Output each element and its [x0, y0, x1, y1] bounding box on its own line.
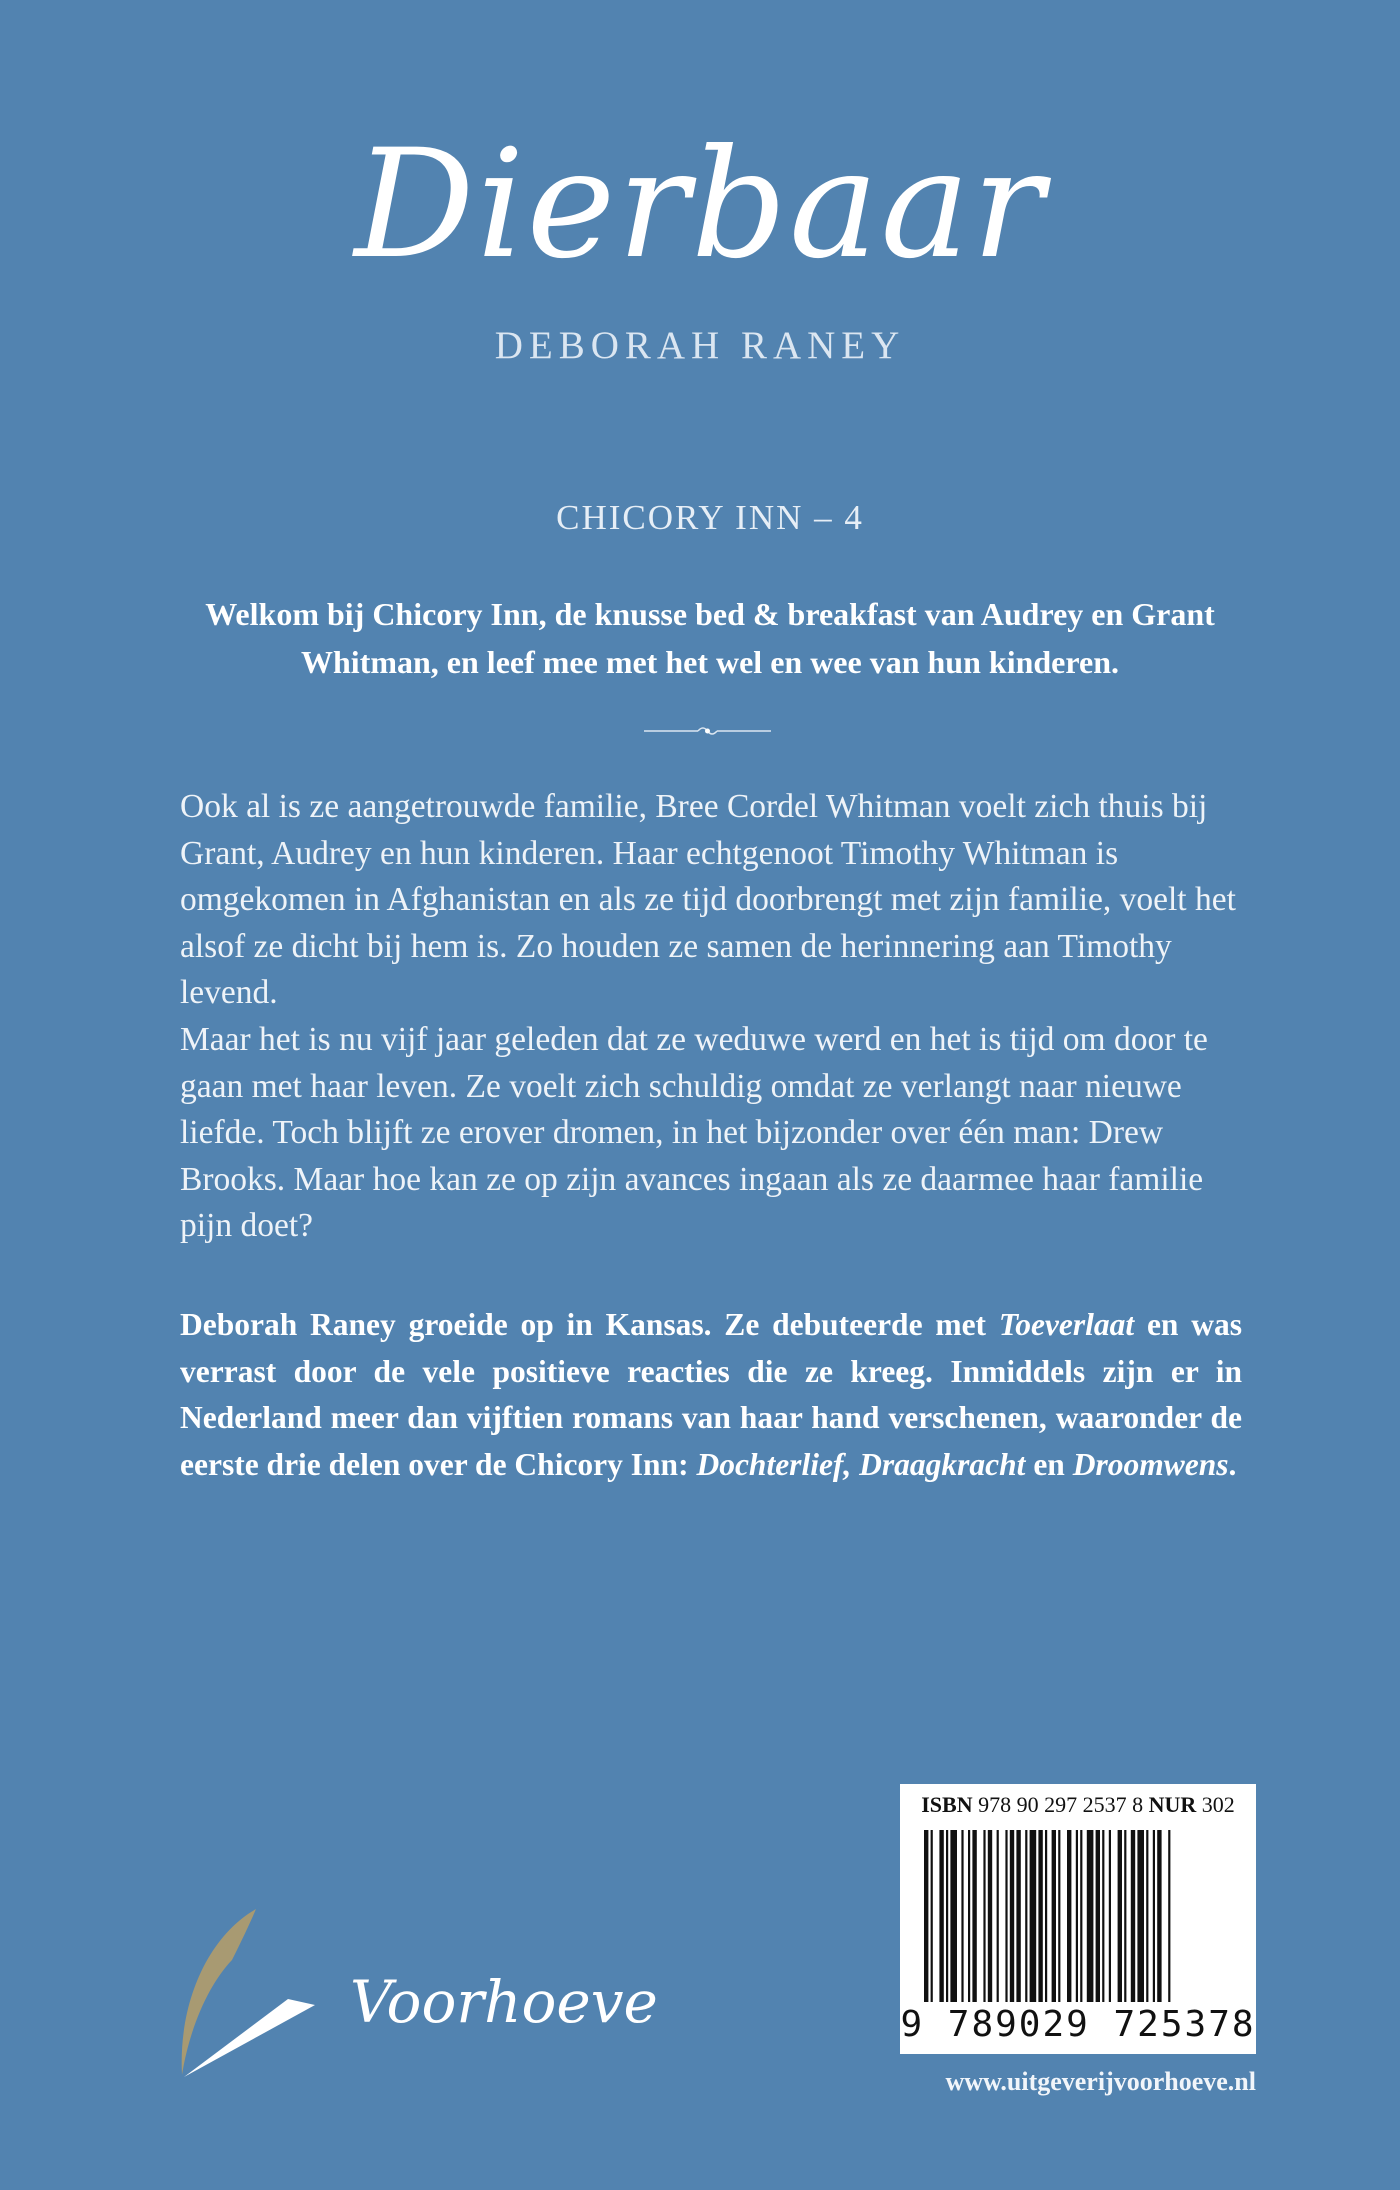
barcode-bar [1025, 1830, 1027, 2002]
nur-number: 302 [1201, 1792, 1235, 1817]
bio-book-draagkracht: Draagkracht [859, 1446, 1026, 1482]
barcode-digits: 9 789029 725378 [900, 2004, 1256, 2045]
isbn-label: ISBN [921, 1792, 973, 1817]
barcode-bar [1030, 1830, 1037, 2002]
barcode-bar [1087, 1830, 1094, 2002]
barcode-bar [1058, 1830, 1060, 2002]
barcode-bar [972, 1830, 976, 2002]
publisher-name: Voorhoeve [350, 1968, 658, 2036]
series-label: CHICORY INN – 4 [556, 498, 864, 537]
barcode-panel [900, 1784, 1256, 2054]
bio-text-4: en [1025, 1446, 1073, 1482]
barcode-bar [1038, 1830, 1042, 2002]
barcode-bar [1118, 1830, 1122, 2002]
book-description [180, 784, 1242, 1250]
barcode-bar [1168, 1830, 1170, 2002]
quill-logo-icon [170, 1905, 330, 2080]
barcode-bar [1005, 1830, 1007, 2002]
barcode-bar [946, 1830, 948, 2002]
isbn-line [900, 1792, 1256, 1818]
barcode-bar [939, 1830, 943, 2002]
barcode-bars [924, 1830, 1232, 2002]
author-bio [180, 1302, 1242, 1488]
barcode-bar [1109, 1830, 1111, 2002]
bio-text-5: . [1228, 1446, 1237, 1482]
bio-book-droomwens: Droomwens [1072, 1446, 1229, 1482]
intro-tagline: Welkom bij Chicory Inn, de knusse bed & breakfast van Audrey en Grant Whitman, en leef mee met het wel en wee van hun kinderen. [205, 596, 1215, 680]
barcode-bar [1010, 1830, 1014, 2002]
barcode-bar [983, 1830, 985, 2002]
bio-book-toeverlaat: Toeverlaat [998, 1307, 1135, 1342]
barcode-bar [1124, 1830, 1126, 2002]
barcode-bar [968, 1830, 970, 2002]
bio-text-2: en was verrast door de vele positieve reacties die ze kreeg. Inmiddels zijn er in Nederland meer dan vijftien romans van haar hand verschenen, waaronder de eerste drie delen over de Chicory Inn: [180, 1307, 1242, 1482]
bio-text-3 [851, 1447, 859, 1482]
publisher-url[interactable]: www.uitgeverijvoorhoeve.nl [945, 2067, 1256, 2096]
nur-label: NUR [1148, 1792, 1197, 1817]
barcode-bar [1157, 1830, 1161, 2002]
barcode-bar [1052, 1830, 1056, 2002]
barcode-bar [1045, 1830, 1047, 2002]
isbn-number: 978 90 297 2537 8 [978, 1792, 1144, 1817]
barcode-bar [988, 1830, 992, 2002]
barcode-bar [1076, 1830, 1078, 2002]
barcode-bar [997, 1830, 999, 2002]
barcode-bar [924, 1830, 928, 2002]
author-name: DEBORAH RANEY [494, 324, 906, 367]
barcode-bar [961, 1830, 963, 2002]
barcode-bar [1146, 1830, 1148, 2002]
barcode-bar [1096, 1830, 1100, 2002]
barcode-bar [1102, 1830, 1104, 2002]
bio-book-dochterlief: Dochterlief, [696, 1446, 852, 1482]
barcode-bar [1080, 1830, 1082, 2002]
book-title: Dierbaar [354, 118, 1046, 292]
ornament-divider [640, 719, 775, 743]
barcode-bar [931, 1830, 933, 2002]
description-paragraph-1: Ook al is ze aangetrouwde familie, Bree Cordel Whitman voelt zich thuis bij Grant, Audrey en hun kinderen. Haar echtgenoot Timothy Whitman is omgekomen in Afghanistan en als ze tijd doorbrengt met zijn familie, voelt het alsof ze dicht bij hem is. Zo houden ze samen de herinnering aan Timothy levend. [180, 788, 1236, 1012]
bio-text-1: Deborah Raney groeide op in Kansas. Ze debuteerde met [180, 1307, 999, 1342]
barcode-bar [1067, 1830, 1071, 2002]
barcode-bar [950, 1830, 957, 2002]
barcode-bar [1137, 1830, 1144, 2002]
barcode-bar [1016, 1830, 1020, 2002]
description-paragraph-2: Maar het is nu vijf jaar geleden dat ze weduwe werd en het is tijd om door te gaan met haar leven. Ze voelt zich schuldig omdat ze verlangt naar nieuwe liefde. Toch blijft ze erover dromen, in het bijzonder over één man: Drew Brooks. Maar hoe kan ze op zijn avances ingaan als ze daarmee haar familie pijn doet? [180, 1020, 1208, 1245]
barcode-bar [1131, 1830, 1135, 2002]
barcode-bar [1153, 1830, 1155, 2002]
